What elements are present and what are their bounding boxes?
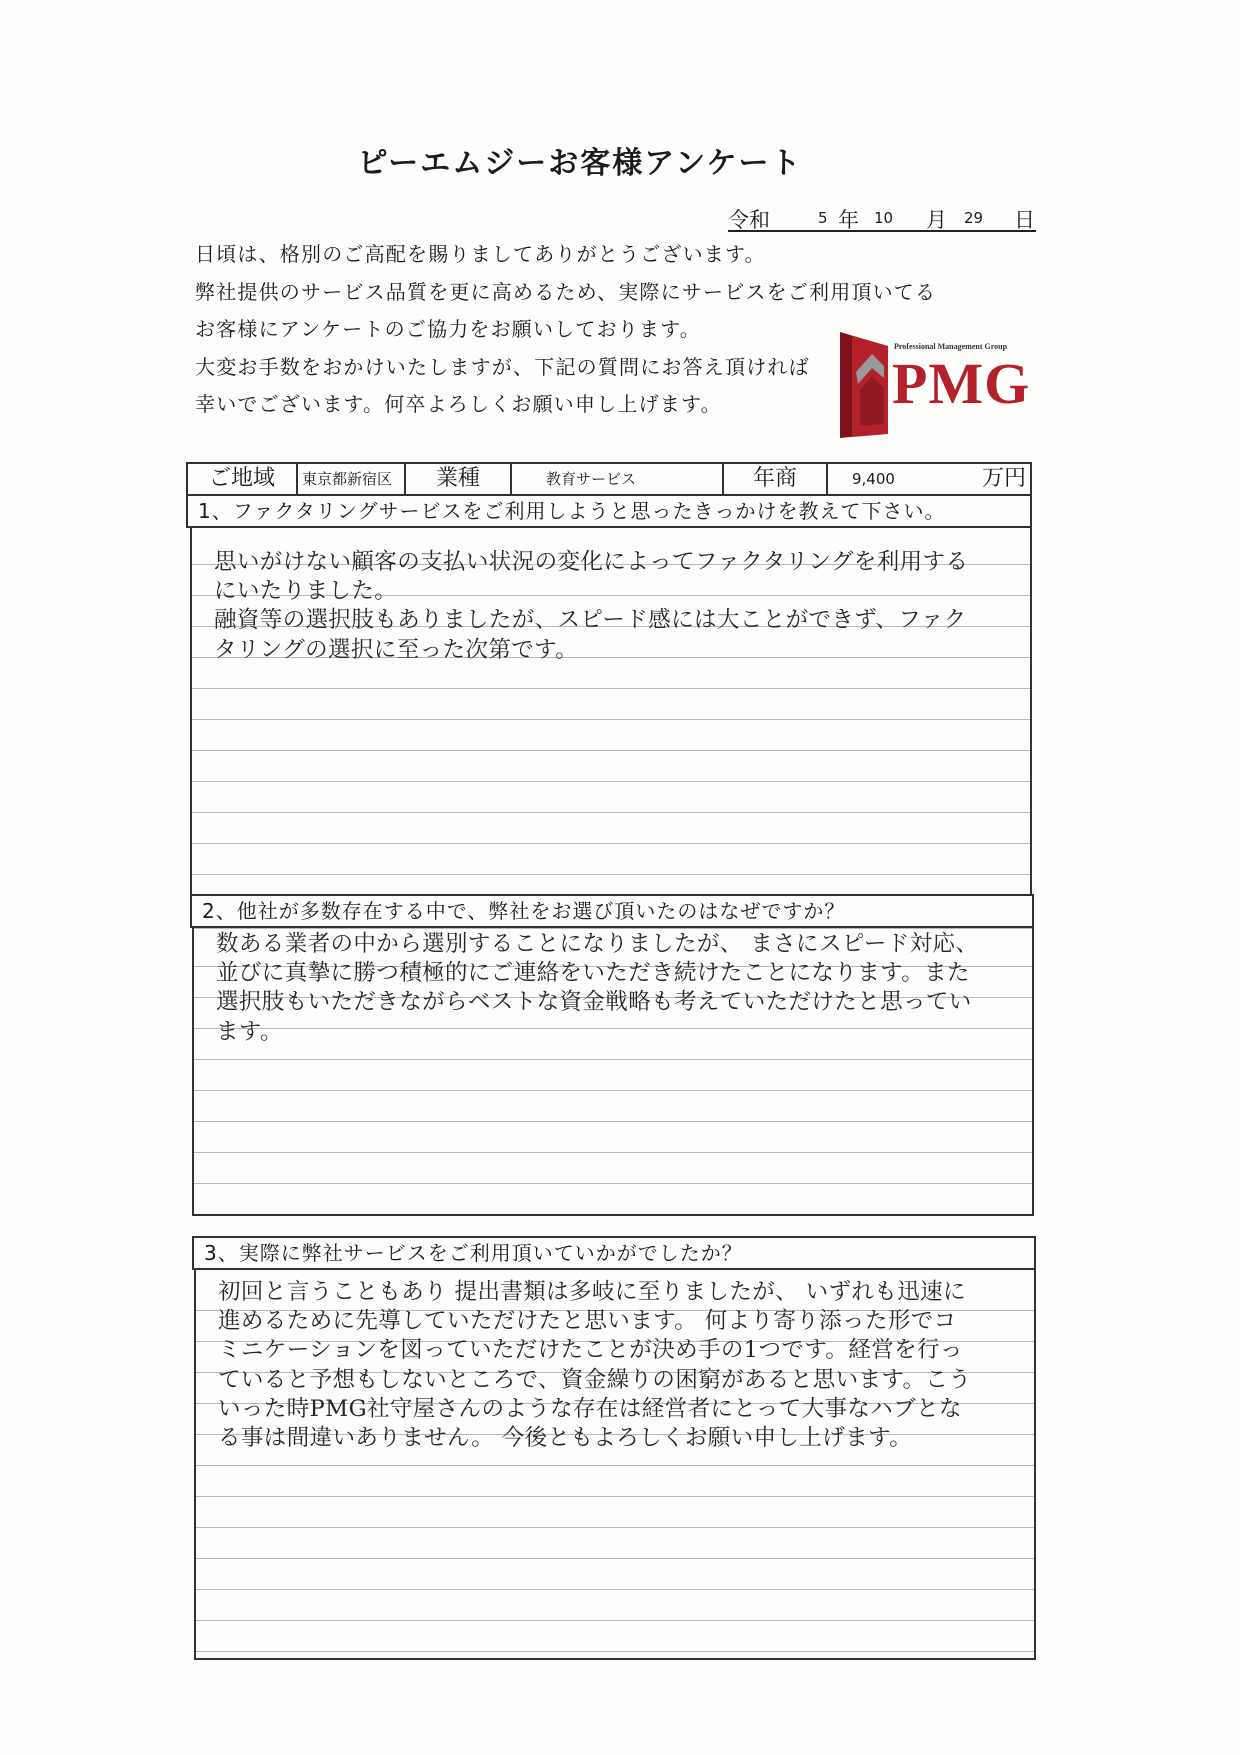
answer-line: 初回と言うこともあり 提出書類は多岐に至りましたが、 いずれも迅速に (218, 1279, 966, 1305)
answer-box-1 (190, 526, 1032, 896)
answer-line: る事は間違いありません。 今後ともよろしくお願い申し上げます。 (218, 1425, 913, 1452)
revenue-label: 年商 (722, 462, 828, 496)
date-month: 10 (874, 209, 894, 227)
date-era: 令和 (728, 208, 770, 232)
intro-line: 弊社提供のサービス品質を更に高めるため、実際にサービスをご利用頂いてる (195, 279, 937, 304)
intro-line: 日頃は、格別のご高配を賜りましてありがとうございます。 (195, 242, 766, 266)
answer-line: タリングの選択に至った次第です。 (214, 636, 579, 663)
answer-line: 選択肢もいただきながらベストな資金戦略も考えていただけたと思ってい (216, 989, 972, 1016)
date-day-unit: 日 (1014, 208, 1035, 232)
logo-tagline: Professional Management Group (894, 342, 1008, 351)
intro-line: 大変お手数をおかけいたしますが、下記の質問にお答え頂ければ (195, 354, 810, 379)
logo-name: PMG (892, 351, 1031, 416)
answer-line: いった時PMG社守屋さんのような存在は経営者にとって大事なハブとな (218, 1395, 962, 1422)
industry-label: 業種 (404, 462, 512, 496)
industry-value: 教育サービス (510, 462, 724, 496)
intro-line: 幸いでございます。何卒よろしくお願い申し上げます。 (195, 392, 722, 416)
answer-line: 数ある業者の中から選別することになりましたが、 まさにスピード対応、 (216, 931, 979, 957)
answer-3 (218, 1278, 996, 1453)
answer-line: 思いがけない顧客の支払い状況の変化によってファクタリングを利用する (214, 549, 969, 575)
revenue-unit: 万円 (981, 466, 1026, 491)
date-field (728, 204, 1036, 232)
question-1: 1、ファクタリングサービスをご利用しようと思ったきっかけを教えて下さい。 (186, 494, 1032, 528)
question-2: 2、他社が多数存在する中で、弊社をお選び頂いたのはなぜですか？ (190, 894, 1034, 928)
date-month-unit: 月 (926, 208, 947, 232)
answer-line: ミニケーションを図っていただけたことが決め手の1つです。経営を行っ (218, 1337, 963, 1364)
region-value: 東京都新宿区 (296, 462, 406, 496)
revenue-cell (826, 462, 1032, 496)
region-label: ご地域 (186, 462, 298, 496)
page-title: ピーエムジーお客様アンケート (357, 146, 803, 181)
date-year: 5 (818, 209, 828, 227)
question-3: 3、実際に弊社サービスをご利用頂いていかがでしたか？ (192, 1236, 1036, 1270)
answer-line: 進めるために先導していただけたと思います。 何より寄り添った形でコ (218, 1308, 957, 1335)
answer-box-3 (194, 1268, 1036, 1660)
date-day: 29 (964, 209, 984, 227)
answer-box-2 (192, 926, 1034, 1216)
answer-line: 並びに真摯に勝つ積極的にご連絡をいただき続けたことになります。また (216, 960, 970, 987)
answer-1 (214, 548, 992, 665)
survey-form (186, 462, 1036, 1662)
answer-line: ていると予想もしないところで、資金繰りの困窮があると思います。こう (218, 1366, 972, 1393)
answer-line: 融資等の選択肢もありましたが、スピード感には大ことができず、ファク (214, 607, 967, 634)
intro-line: お客様にアンケートのご協力をお願いしております。 (195, 317, 701, 341)
answer-line: ます。 (216, 1018, 283, 1045)
date-year-unit: 年 (838, 208, 859, 232)
answer-line: にいたりました。 (214, 578, 398, 605)
answer-2 (216, 930, 994, 1047)
pmg-logo-mark-icon (838, 332, 898, 438)
revenue-value: 9,400 (852, 470, 895, 488)
intro-text (195, 236, 936, 424)
pmg-logo (838, 332, 1031, 438)
